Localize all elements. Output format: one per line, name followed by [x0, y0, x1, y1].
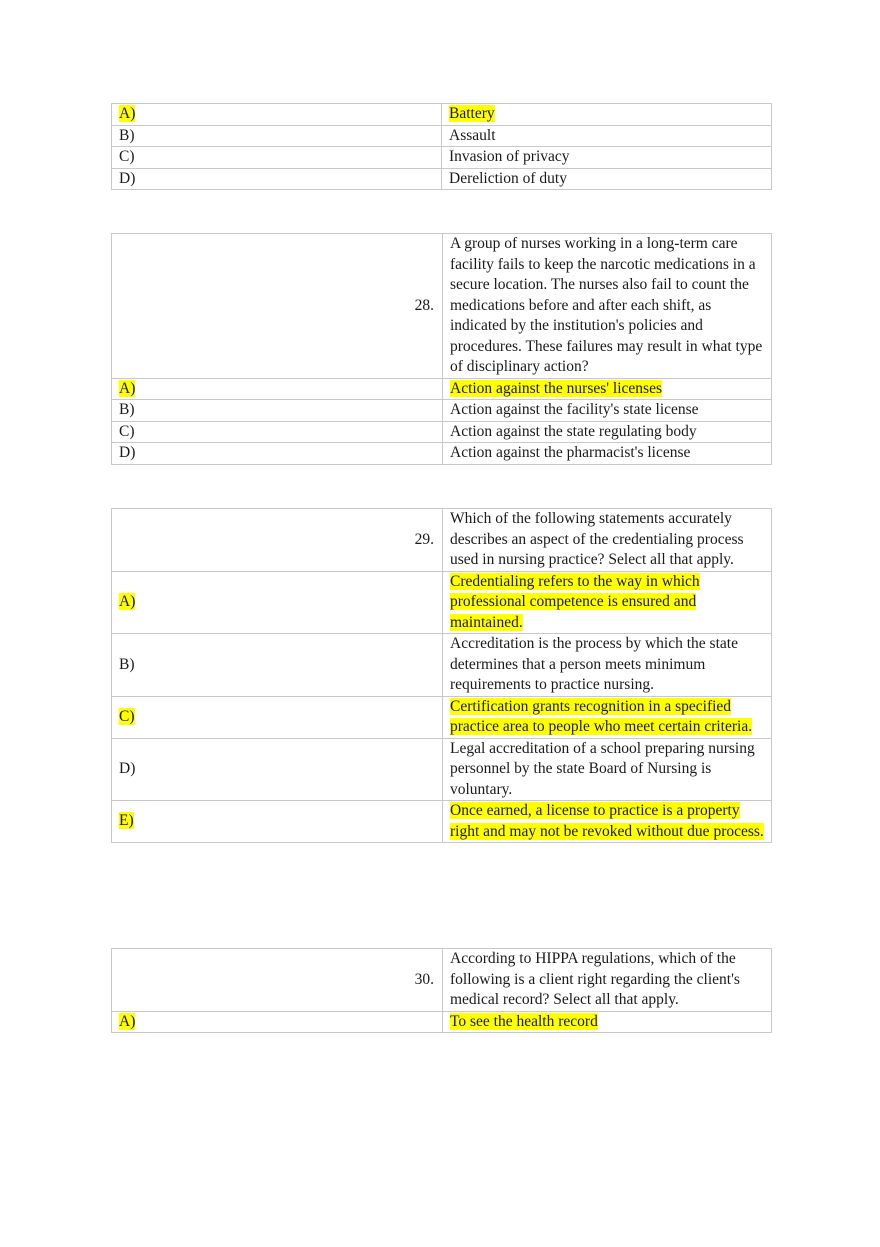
option-text: To see the health record	[443, 1011, 772, 1033]
option-row	[112, 104, 772, 126]
option-letter: A)	[112, 1011, 443, 1033]
option-row	[112, 443, 772, 465]
question-row	[112, 509, 772, 572]
option-letter: B)	[112, 634, 443, 697]
question-number: 29.	[112, 509, 443, 572]
option-letter: D)	[112, 168, 442, 190]
option-letter: C)	[112, 147, 442, 169]
question-number: 30.	[112, 949, 443, 1012]
question-block-30	[111, 948, 772, 1033]
option-row	[112, 738, 772, 801]
option-text: Assault	[442, 125, 772, 147]
option-text: Once earned, a license to practice is a property right and may not be revoked without due process.	[443, 801, 772, 843]
option-text: Action against the state regulating body	[443, 421, 772, 443]
option-text: Credentialing refers to the way in which professional competence is ensured and maintained.	[443, 571, 772, 634]
question-number: 28.	[112, 234, 443, 379]
question-text: Which of the following statements accurately describes an aspect of the credentialing process used in nursing practice? Select all that apply.	[443, 509, 772, 572]
option-letter: B)	[112, 125, 442, 147]
option-text: Invasion of privacy	[442, 147, 772, 169]
option-row	[112, 168, 772, 190]
question-block-29	[111, 508, 772, 843]
question-row	[112, 234, 772, 379]
option-row	[112, 400, 772, 422]
option-letter: B)	[112, 400, 443, 422]
question-text: A group of nurses working in a long-term care facility fails to keep the narcotic medications in a secure location. The nurses also fail to count the medications before and after each shift, as indicated by the institution's policies and procedures. These failures may result in what type of disciplinary action?	[443, 234, 772, 379]
option-row	[112, 696, 772, 738]
option-row	[112, 421, 772, 443]
question-text: According to HIPPA regulations, which of the following is a client right regarding the client's medical record? Select all that apply.	[443, 949, 772, 1012]
option-text: Action against the pharmacist's license	[443, 443, 772, 465]
option-row	[112, 378, 772, 400]
option-text: Dereliction of duty	[442, 168, 772, 190]
option-letter: D)	[112, 738, 443, 801]
option-letter: A)	[112, 378, 443, 400]
option-letter: C)	[112, 421, 443, 443]
option-letter: A)	[112, 104, 442, 126]
option-text: Accreditation is the process by which the state determines that a person meets minimum requirements to practice nursing.	[443, 634, 772, 697]
option-text: Action against the facility's state license	[443, 400, 772, 422]
option-row	[112, 801, 772, 843]
option-letter: D)	[112, 443, 443, 465]
question-row	[112, 949, 772, 1012]
option-letter: A)	[112, 571, 443, 634]
option-text: Action against the nurses' licenses	[443, 378, 772, 400]
option-row	[112, 571, 772, 634]
question-block-27	[111, 103, 772, 190]
option-letter: C)	[112, 696, 443, 738]
question-block-28	[111, 233, 772, 465]
option-text: Legal accreditation of a school preparing nursing personnel by the state Board of Nursing is voluntary.	[443, 738, 772, 801]
option-row	[112, 634, 772, 697]
option-text: Certification grants recognition in a specified practice area to people who meet certain criteria.	[443, 696, 772, 738]
option-row	[112, 125, 772, 147]
option-row	[112, 147, 772, 169]
option-text: Battery	[442, 104, 772, 126]
option-row	[112, 1011, 772, 1033]
option-letter: E)	[112, 801, 443, 843]
